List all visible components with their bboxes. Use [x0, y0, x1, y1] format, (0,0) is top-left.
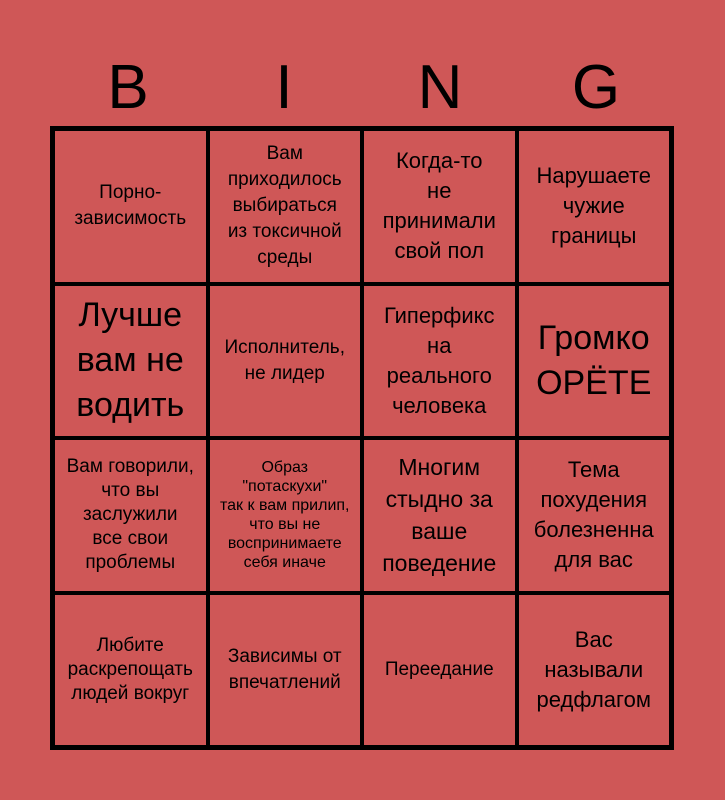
bingo-cell[interactable] — [53, 284, 208, 439]
bingo-cell[interactable] — [517, 284, 672, 439]
bingo-cell[interactable] — [362, 129, 517, 284]
bingo-board — [50, 126, 674, 750]
header-letter-b: B — [107, 53, 149, 122]
cell-text: Когда-то не принимали свой пол — [382, 148, 496, 264]
bingo-cell[interactable] — [208, 129, 363, 284]
bingo-cell[interactable] — [53, 438, 208, 593]
cell-text: Нарушаете чужие границы — [536, 163, 652, 249]
cell-text: Переедание — [384, 658, 494, 680]
cell-text: Любите раскрепощать людей вокруг — [67, 634, 193, 704]
cell-text: Тема похудения болезненна для вас — [533, 457, 654, 573]
header-letter-n: N — [417, 53, 463, 122]
bingo-cell[interactable] — [208, 438, 363, 593]
bingo-cell[interactable] — [362, 438, 517, 593]
bingo-cell[interactable] — [517, 438, 672, 593]
bingo-cell[interactable] — [53, 129, 208, 284]
bingo-cell[interactable] — [362, 284, 517, 439]
bingo-cell[interactable] — [208, 284, 363, 439]
cell-text: Гиперфикс на реального человека — [383, 302, 495, 418]
cell-text: Лучше вам не водить — [76, 296, 185, 425]
bingo-header — [50, 52, 674, 124]
bingo-cell[interactable] — [517, 129, 672, 284]
bingo-cell[interactable] — [208, 593, 363, 748]
cell-text: Громко ОРЁТЕ — [536, 318, 652, 402]
cell-text: Вас называли редфлагом — [536, 626, 651, 712]
cell-text: Многим стыдно за ваше поведение — [382, 454, 497, 577]
cell-text: Исполнитель, не лидер — [224, 336, 345, 384]
cell-text: Образ "потаскухи" так к вам прилип, что вы не воспринимаете себя иначе — [220, 459, 350, 572]
cell-text: Вам приходилось выбираться из токсичной среды — [227, 143, 342, 269]
bingo-cell[interactable] — [53, 593, 208, 748]
cell-text: Порно- зависимость — [74, 182, 187, 230]
header-letter-g: G — [571, 53, 621, 122]
cell-text: Вам говорили, что вы заслужили все свои проблемы — [66, 456, 194, 574]
cell-text: Зависимы от впечатлений — [227, 645, 342, 693]
bingo-cell[interactable] — [517, 593, 672, 748]
header-letter-i: I — [275, 53, 293, 122]
bingo-cell[interactable] — [362, 593, 517, 748]
